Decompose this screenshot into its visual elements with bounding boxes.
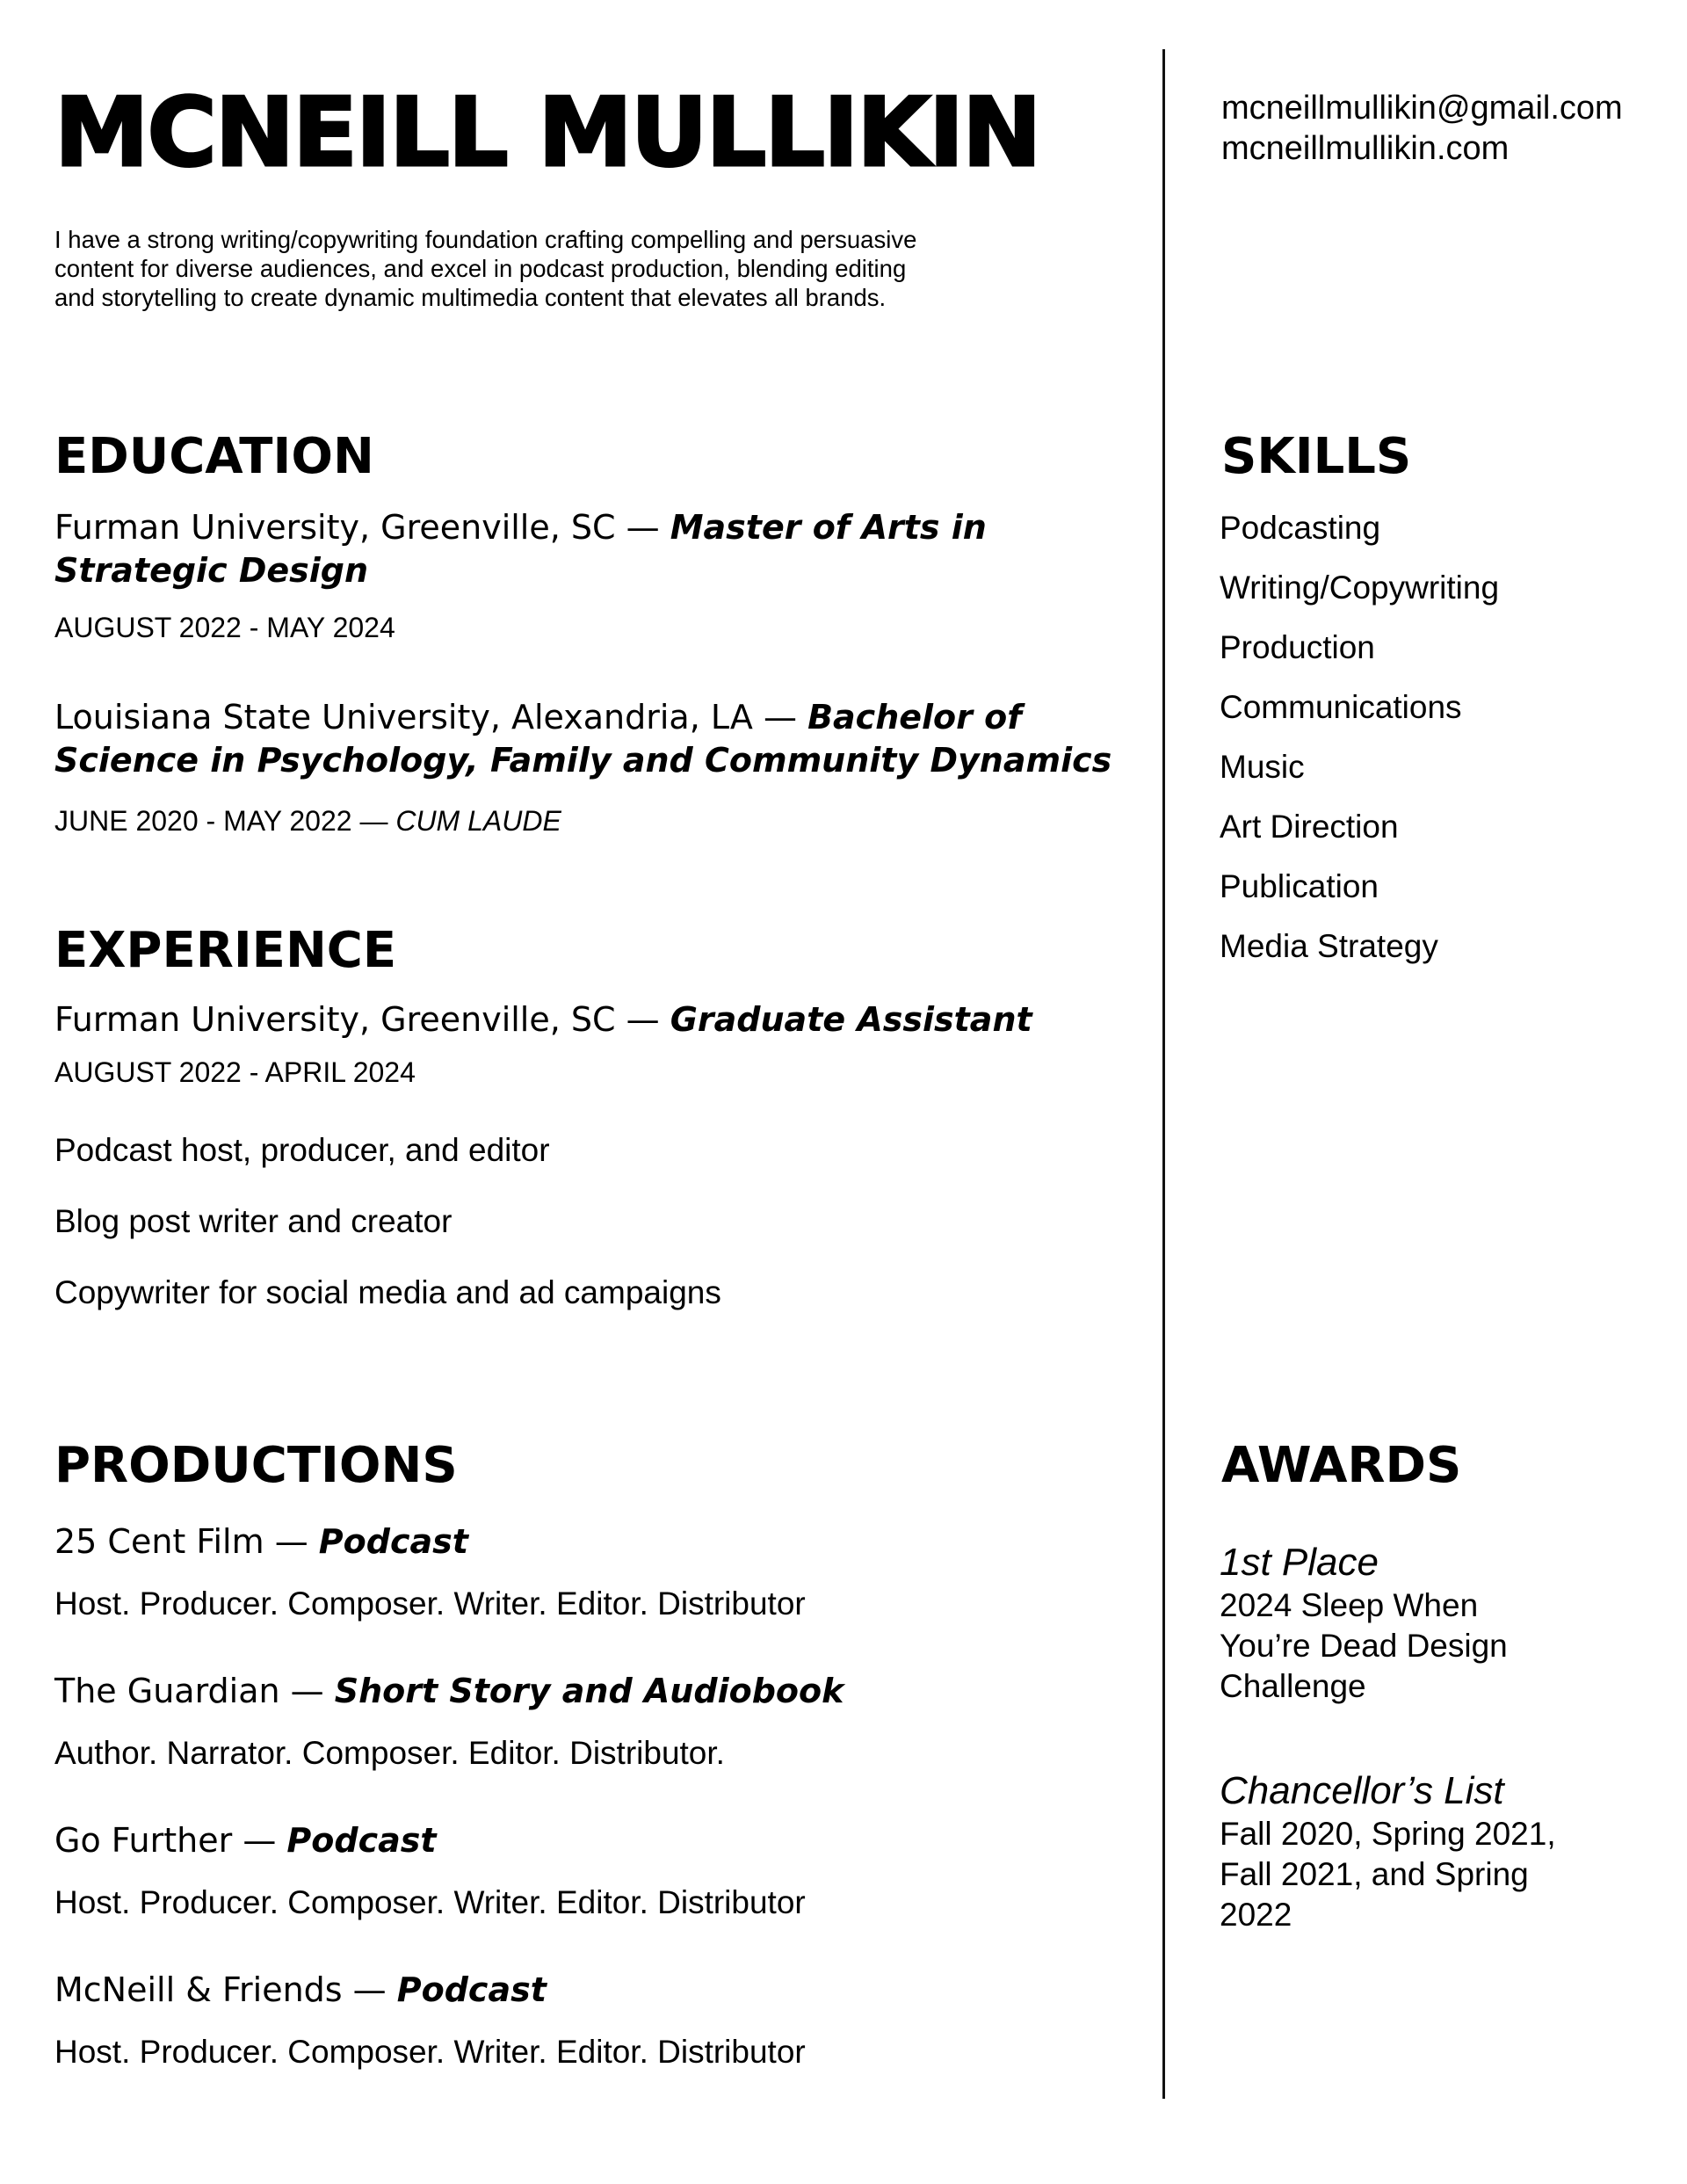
experience-dates: AUGUST 2022 - APRIL 2024 [54, 1056, 416, 1088]
website-link[interactable]: mcneillmullikin.com [1221, 130, 1510, 167]
education-honor: CUM LAUDE [395, 805, 561, 837]
education-dates: AUGUST 2022 - MAY 2024 [54, 612, 395, 643]
education-school: Furman University, Greenville, SC — [54, 508, 670, 547]
skill-item: Art Direction [1220, 809, 1399, 845]
education-heading: EDUCATION [54, 428, 374, 485]
production-title [54, 1969, 547, 2012]
skill-item: Publication [1220, 868, 1379, 904]
production-type: Podcast [318, 1522, 468, 1561]
summary-paragraph [54, 225, 1012, 312]
skill-item: Media Strategy [1220, 928, 1438, 964]
experience-duty: Blog post writer and creator [54, 1203, 453, 1239]
production-roles: Host. Producer. Composer. Writer. Editor. Distributor [54, 1585, 806, 1622]
production-type: Short Story and Audiobook [334, 1672, 844, 1710]
award-detail: Fall 2020, Spring 2021, Fall 2021, and Spring 2022 [1220, 1816, 1556, 1933]
production-type: Podcast [396, 1970, 547, 2009]
summary-line: and storytelling to create dynamic multimedia content that elevates all brands. [54, 284, 887, 311]
productions-heading: PRODUCTIONS [54, 1437, 458, 1494]
skills-heading: SKILLS [1221, 428, 1412, 485]
education-school: Louisiana State University, Alexandria, LA — [54, 698, 808, 736]
skill-item: Music [1220, 749, 1305, 785]
award-detail: 2024 Sleep When You’re Dead Design Challenge [1220, 1587, 1508, 1704]
skill-item: Podcasting [1220, 510, 1381, 546]
production-name: The Guardian — [54, 1672, 335, 1710]
experience-role: Graduate Assistant [670, 1000, 1032, 1039]
experience-heading: EXPERIENCE [54, 922, 397, 979]
education-entry-title [54, 696, 1144, 782]
production-name: Go Further — [54, 1821, 287, 1860]
resume-name: MCNEILL MULLIKIN [54, 78, 1040, 188]
education-degree: Master of Arts in Strategic Design [54, 508, 987, 590]
production-name: McNeill & Friends — [54, 1970, 397, 2009]
column-divider [1162, 49, 1165, 2099]
production-type: Podcast [286, 1821, 437, 1860]
award-title: Chancellor’s List [1220, 1769, 1504, 1812]
skill-item: Production [1220, 629, 1375, 665]
education-date-range: JUNE 2020 - MAY 2022 — [54, 805, 396, 837]
production-roles: Host. Producer. Composer. Writer. Editor. Distributor [54, 1884, 806, 1920]
skill-item: Writing/Copywriting [1220, 570, 1500, 606]
education-dates [54, 807, 561, 835]
education-degree: Bachelor of Science in Psychology, Family and Community Dynamics [54, 698, 1112, 780]
experience-duty: Copywriter for social media and ad campaigns [54, 1274, 721, 1310]
experience-org: Furman University, Greenville, SC — [54, 1000, 670, 1039]
summary-line: I have a strong writing/copywriting foundation crafting compelling and persuasive [54, 226, 917, 253]
education-entry-title [54, 506, 1074, 592]
summary-line: content for diverse audiences, and excel in podcast production, blending editing [54, 255, 907, 282]
production-roles: Author. Narrator. Composer. Editor. Distributor. [54, 1735, 725, 1771]
experience-entry-title [54, 998, 1032, 1041]
production-title [54, 1670, 844, 1713]
awards-heading: AWARDS [1221, 1437, 1462, 1494]
production-name: 25 Cent Film — [54, 1522, 319, 1561]
email-link[interactable]: mcneillmullikin@gmail.com [1221, 90, 1623, 127]
skill-item: Communications [1220, 689, 1462, 725]
experience-duty: Podcast host, producer, and editor [54, 1132, 550, 1168]
skills-list [1220, 508, 1499, 986]
production-roles: Host. Producer. Composer. Writer. Editor. Distributor [54, 2034, 806, 2070]
award-title: 1st Place [1220, 1541, 1379, 1584]
contact-info [1221, 88, 1623, 169]
production-title [54, 1520, 468, 1564]
production-title [54, 1819, 437, 1862]
